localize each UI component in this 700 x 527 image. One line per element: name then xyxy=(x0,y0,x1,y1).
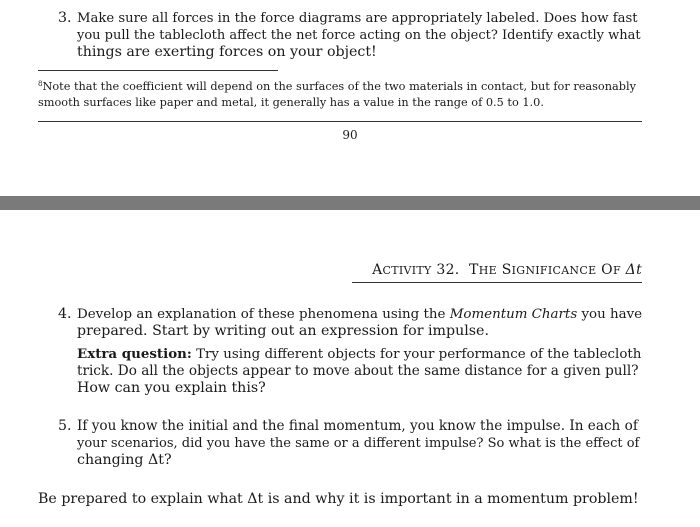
footnote-mark: 8 xyxy=(38,80,43,88)
item-text-line: How can you explain this? xyxy=(77,380,266,396)
running-head-text: 32. xyxy=(436,262,460,278)
running-head-text: O xyxy=(601,262,613,278)
running-head-text: CTIVITY xyxy=(382,264,432,277)
item-number: 3. xyxy=(58,10,72,26)
running-head-text: F xyxy=(612,264,621,277)
upper-page xyxy=(0,0,700,196)
item-text-line: prepared. Start by writing out an expression for impulse. xyxy=(77,323,489,339)
footnote-line: Note that the coefficient will depend on the surfaces of the two materials in contact, but for reasonably xyxy=(42,80,636,93)
item-text: Develop an explanation of these phenomena using the xyxy=(77,307,446,322)
item-number: 5. xyxy=(58,418,72,434)
item-text-line: If you know the initial and the final momentum, you know the impulse. In each of xyxy=(77,418,638,434)
running-head-text: HE xyxy=(478,264,497,277)
closing-statement xyxy=(38,491,648,508)
item-text-line: things are exerting forces on your object! xyxy=(77,44,377,60)
running-head-text: Δt xyxy=(625,262,642,278)
footnote-line: smooth surfaces like paper and metal, it generally has a value in the range of 0.5 to 1.0. xyxy=(38,96,544,109)
page-separator xyxy=(0,196,700,210)
running-head-rule xyxy=(352,282,642,283)
item-text: you have xyxy=(581,307,643,322)
item-text-line: trick. Do all the objects appear to move about the same distance for a given pull? xyxy=(77,363,639,379)
item-number: 4. xyxy=(58,306,72,322)
running-head-text: A xyxy=(372,262,383,278)
item-text: Try using different objects for your performance of the tablecloth xyxy=(196,347,642,362)
footer-rule xyxy=(38,121,642,122)
running-head-text: IGNIFICANCE xyxy=(511,264,597,277)
item-text-line: you pull the tablecloth affect the net force acting on the object? Identify exactly what xyxy=(77,28,641,43)
extra-question-label: Extra question: xyxy=(77,346,192,362)
item-text-line: changing Δt? xyxy=(77,452,172,468)
closing-text: Be prepared to explain what Δt is and why it is important in a momentum problem! xyxy=(38,491,639,507)
running-head xyxy=(372,262,642,278)
running-head-text: T xyxy=(469,262,479,278)
item-text-line: your scenarios, did you have the same or a different impulse? So what is the effect of xyxy=(77,436,640,451)
item-text-line: Make sure all forces in the force diagrams are appropriately labeled. Does how fast xyxy=(77,11,638,26)
footnote xyxy=(38,76,642,111)
page-number: 90 xyxy=(342,128,358,142)
running-head-text: S xyxy=(501,262,512,278)
footnote-rule xyxy=(38,70,278,71)
item-emphasis: Momentum Charts xyxy=(449,307,578,322)
